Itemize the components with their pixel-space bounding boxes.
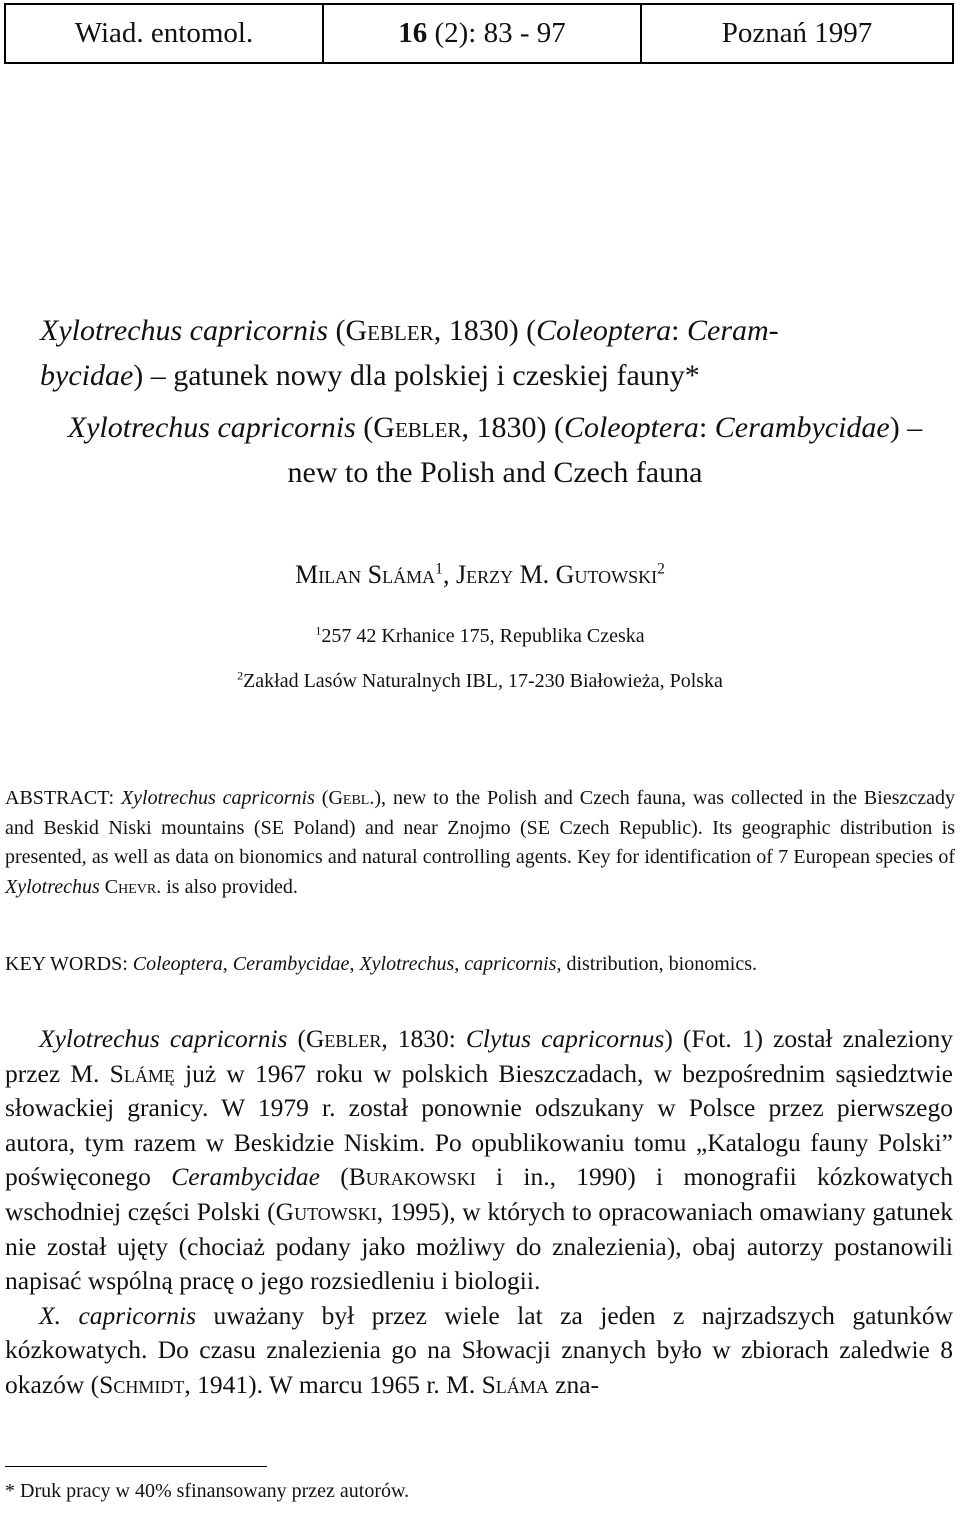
title-en-author: Gebler	[373, 411, 462, 444]
title-english	[55, 405, 935, 495]
keyword-sep-2: ,	[349, 953, 360, 975]
p2-name-1: Schmidt	[99, 1369, 185, 1399]
p1-name-3: Gutowski	[275, 1196, 377, 1226]
title-order: Coleoptera	[536, 314, 672, 347]
title-author: Gebler	[345, 314, 434, 347]
journal-header	[4, 3, 954, 64]
title-paren: (	[335, 314, 346, 347]
p1-author: Gebler	[305, 1024, 382, 1053]
keywords	[5, 950, 955, 978]
title-family-part1: Ceram-	[687, 314, 779, 347]
p1-paren: (	[287, 1024, 306, 1053]
abstract-text-1: .), new to the Polish and Czech fauna, was collected in the Bieszczady and Beskid Niski mountains (SE Poland) and near Znojmo (SE Czech Republic). Its geographic distribution is presented, as well as data on bionomics and natural controlling agents. Key for identification of 7 European species of	[5, 787, 955, 868]
journal-name-text: Wiad. entomol.	[74, 17, 254, 49]
keyword-4: capricornis	[464, 953, 557, 975]
title-en-family: Cerambycidae	[714, 411, 890, 444]
p1-species: Xylotrechus capricornis	[39, 1024, 288, 1053]
keyword-3: Xylotrechus	[359, 953, 455, 975]
affil-2-text: Zakład Lasów Naturalnych IBL, 17-230 Białowieża, Polska	[243, 670, 723, 692]
author-1: Milan Sláma	[295, 560, 436, 589]
issue-pages: (2): 83 - 97	[434, 17, 566, 49]
keyword-1: Coleoptera	[132, 953, 223, 975]
footnote-rule	[5, 1466, 267, 1467]
paragraph-1	[5, 1022, 953, 1299]
p1-name-2: Burakowski	[348, 1162, 476, 1192]
p2-text-2: , 1941). W marcu 1965 r. M.	[184, 1369, 482, 1399]
keywords-rest: , distribution, bionomics.	[556, 953, 758, 975]
title-en-paren: (	[355, 411, 374, 444]
p1-text-2: już w 1967 roku w polskich Bieszczadach, w bezpośrednim sąsiedztwie słowackiej granicy. W 1979 r. został ponownie odszukany w Polsce przez pierwszego autora, tym razem w Beskidzie Niskim. Po opublikowaniu tomu „Katalogu fauny Polski” poświęconego	[5, 1058, 954, 1192]
title-rest: ) – gatunek nowy dla polskiej i czeskiej fauny*	[133, 359, 700, 392]
place-year-text: Poznań 1997	[721, 17, 873, 49]
abstract-label: ABSTRACT:	[5, 787, 121, 809]
title-species: Xylotrechus capricornis	[40, 314, 329, 347]
abstract-text-2: . is also provided.	[156, 875, 298, 898]
abstract-genus-author: Chevr	[104, 875, 157, 898]
affiliation-2	[0, 670, 960, 693]
volume-number: 16	[398, 17, 428, 49]
p2-name-2: Sláma	[481, 1369, 549, 1399]
affiliation-1	[0, 625, 960, 648]
p1-text-5: , 1995), w których to opracowaniach omawiany gatunek nie został ujęty (chociaż podany jako możliwy do znalezienia), obaj autorzy postanowili napisać wspólną pracę o jego rozsiedleniu i biologii.	[5, 1196, 953, 1296]
title-en-colon: :	[698, 411, 715, 444]
author-sep: ,	[442, 560, 456, 589]
keyword-sep-1: ,	[222, 953, 233, 975]
p1-text-4: i in., 1990) i monografii kózkowatych wschodniej części Polski (	[5, 1162, 953, 1226]
p2-text-1: uważany był przez wiele lat za jeden z najrzadszych gatunków kózkowatych. Do czasu znalezienia go na Słowacji znanych było w zbiorach zaledwie 8 okazów (	[5, 1300, 953, 1399]
title-polish	[40, 308, 940, 398]
p1-family: Cerambycidae	[171, 1162, 320, 1192]
title-year: , 1830) (	[433, 314, 537, 347]
keywords-label: KEY WORDS:	[5, 953, 133, 975]
abstract-genus: Xylotrechus	[5, 875, 100, 898]
affil-2-mark: 2	[237, 668, 244, 683]
p1-synonym: Clytus capricornus	[465, 1024, 665, 1053]
affil-1-mark: 1	[315, 623, 322, 638]
title-en-order: Coleoptera	[563, 411, 699, 444]
footnote: * Druk pracy w 40% sfinansowany przez autorów.	[5, 1480, 410, 1502]
p2-species: X. capricornis	[39, 1300, 197, 1330]
title-colon: :	[671, 314, 688, 347]
author-list	[0, 560, 960, 590]
author-2: Jerzy M. Gutowski	[455, 560, 658, 589]
affil-1-text: 257 42 Krhanice 175, Republika Czeska	[321, 625, 645, 647]
abstract	[5, 784, 955, 902]
title-en-species: Xylotrechus capricornis	[67, 411, 356, 444]
p1-year: , 1830:	[381, 1024, 466, 1053]
keyword-2: Cerambycidae	[232, 953, 350, 975]
title-en-rest: ) – new to the Polish and Czech fauna	[287, 411, 923, 489]
abstract-species: Xylotrechus capricornis	[120, 787, 315, 809]
abstract-author: Gebl	[328, 787, 370, 809]
title-en-year: , 1830) (	[461, 411, 564, 444]
paragraph-2	[5, 1299, 953, 1403]
author-1-affil: 1	[435, 560, 443, 578]
p2-text-3: zna-	[548, 1369, 600, 1399]
title-family-part2: bycidae	[40, 359, 134, 392]
p1-name-1: Slámę	[109, 1058, 175, 1088]
p1-text-1: ) (Fot. 1) został znaleziony przez M.	[5, 1024, 953, 1088]
journal-volume	[324, 5, 642, 62]
body-text	[5, 1022, 953, 1403]
p1-text-3: (	[319, 1162, 349, 1192]
abstract-paren: (	[314, 787, 329, 809]
journal-place-year	[642, 5, 952, 62]
journal-name	[6, 5, 324, 62]
keyword-sep-3: ,	[454, 953, 465, 975]
author-2-affil: 2	[657, 560, 665, 578]
